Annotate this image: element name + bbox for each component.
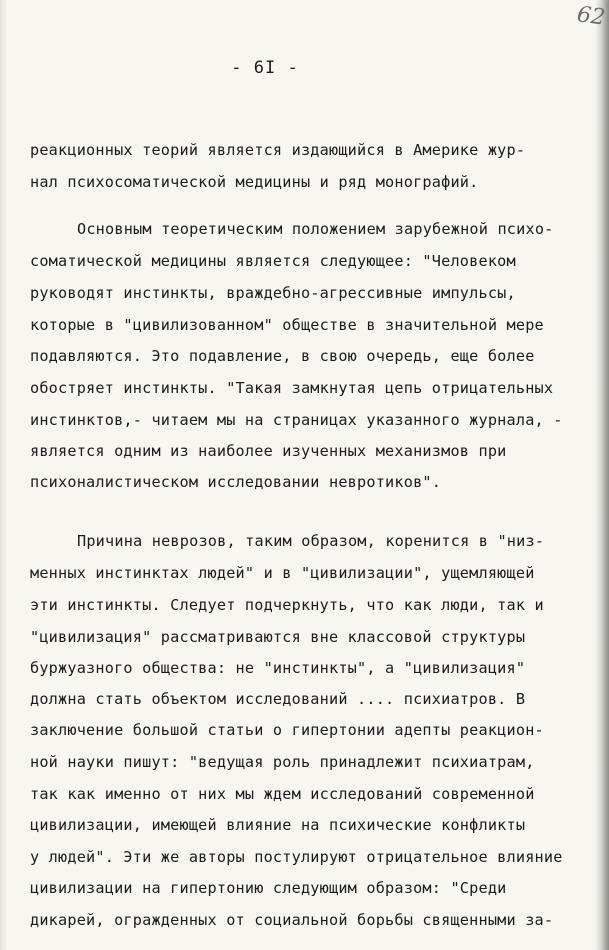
text-line: реакционных теорий является издающийся в Америке жур- <box>30 141 526 159</box>
text-line: эти инстинкты. Следует подчеркнуть, что как люди, так и <box>30 596 544 614</box>
scan-right-edge <box>595 0 609 950</box>
text-line: дикарей, огражденных от социальной борьбы священными за- <box>30 911 554 929</box>
handwritten-folio-number: 62 <box>575 2 607 31</box>
text-line: является одним из наиболее изученных механизмов при <box>30 442 507 460</box>
text-line: подавляются. Это подавление, в свою очередь, еще более <box>30 347 535 365</box>
text-line: руководят инстинкты, враждебно-агрессивные импульсы, <box>30 284 516 302</box>
text-line: Основным теоретическим положением зарубежной психо- <box>77 220 554 238</box>
text-line: инстинктов,- читаем мы на страницах указанного журнала, - <box>30 411 563 429</box>
text-line: так как именно от них мы ждем исследований современной <box>30 785 535 803</box>
text-line: обостряет инстинкты. "Такая замкнутая цепь отрицательных <box>30 379 554 397</box>
text-line: "цивилизация" рассматриваются вне классовой структуры <box>30 628 526 646</box>
text-line: которые в "цивилизованном" обществе в значительной мере <box>30 316 544 334</box>
text-line: нал психосоматической медицины и ряд монографий. <box>30 173 479 191</box>
text-line: Причина неврозов, таким образом, коренится в "низ- <box>77 532 545 550</box>
text-line: соматической медицины является следующее: "Человеком <box>30 252 516 270</box>
page-number: - 6I - <box>231 58 299 78</box>
text-line: цивилизации, имеющей влияние на психические конфликты <box>30 816 526 834</box>
scan-left-edge <box>0 0 8 950</box>
text-line: психоналистическом исследовании невротиков". <box>30 473 442 491</box>
text-line: менных инстинктах людей" и в "цивилизации", ущемляющей <box>30 564 535 582</box>
text-line: у людей". Эти же авторы постулируют отрицательное влияние <box>30 848 563 866</box>
text-line: ной науки пишут: "ведущая роль принадлежит психиатрам, <box>30 753 535 771</box>
text-line: буржуазного общества: не "инстинкты", а "цивилизация" <box>30 659 526 677</box>
text-line: цивилизации на гипертонию следующим образом: "Среди <box>30 879 507 897</box>
text-line: заключение большой статьи о гипертонии адепты реакцион- <box>30 721 544 739</box>
text-line: должна стать объектом исследований .... психиатров. В <box>30 690 526 708</box>
